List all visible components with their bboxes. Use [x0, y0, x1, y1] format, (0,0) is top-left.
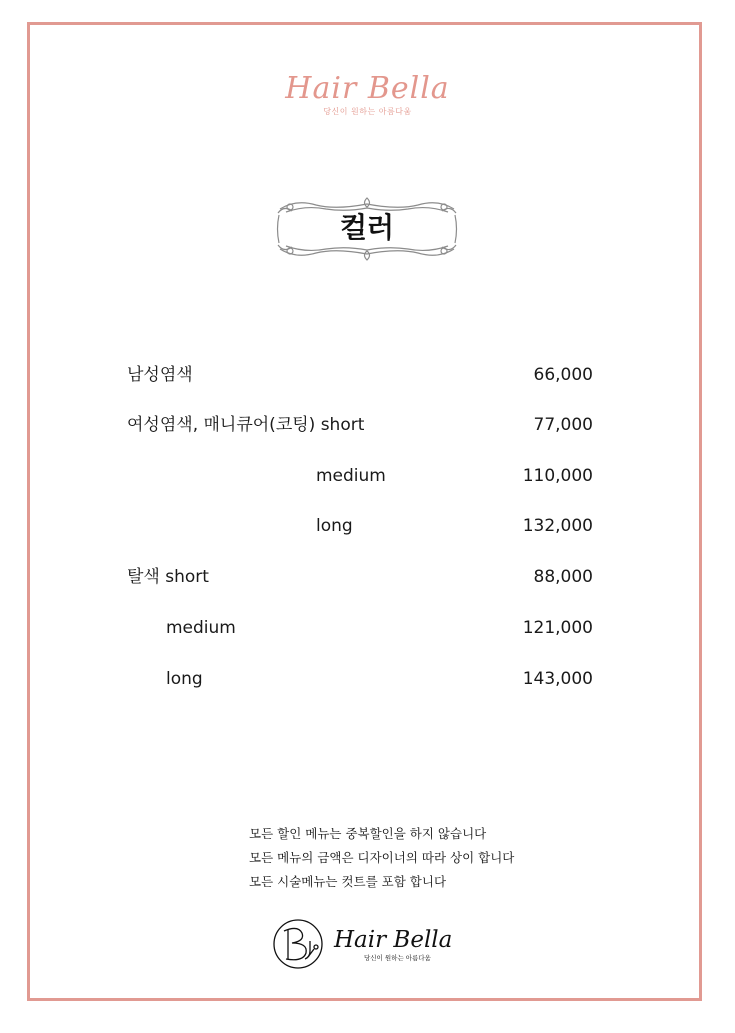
price-row	[127, 666, 593, 692]
price-row-label: 남성염색	[127, 365, 193, 385]
brand-monogram-icon	[272, 917, 326, 971]
notice-line: 모든 메뉴의 금액은 디자이너의 따라 상이 합니다	[249, 850, 515, 865]
price-row-label: medium	[316, 466, 386, 486]
notice-line: 모든 시술메뉴는 컷트를 포함 합니다	[249, 874, 447, 889]
price-row	[127, 513, 593, 539]
footer-brand-text: Hair Bella	[334, 927, 453, 953]
header-brand	[0, 72, 735, 117]
notice-line: 모든 할인 메뉴는 중복할인을 하지 않습니다	[249, 826, 487, 841]
footer-brand-tagline: 당신이 원하는 아름다움	[364, 954, 431, 962]
price-row	[127, 564, 593, 590]
price-row-label: long	[316, 516, 353, 536]
price-row-value: 88,000	[533, 567, 593, 587]
price-row-label: 탈색 short	[127, 567, 209, 587]
price-row-value: 110,000	[522, 466, 593, 486]
section-title-plaque	[276, 195, 458, 263]
price-row-value: 132,000	[522, 516, 593, 536]
price-row	[127, 615, 593, 641]
price-row-value: 66,000	[533, 365, 593, 385]
price-row-value: 121,000	[522, 618, 593, 638]
brand-tagline: 당신이 원하는 아름다움	[323, 107, 412, 116]
notice-list	[249, 822, 569, 894]
price-row	[127, 463, 593, 489]
footer-brand	[272, 917, 472, 977]
price-row-label: 여성염색, 매니큐어(코팅) short	[127, 415, 365, 435]
price-row-value: 77,000	[533, 415, 593, 435]
price-row	[127, 362, 593, 388]
brand-logo-text: Hair Bella	[285, 71, 450, 106]
price-row	[127, 412, 593, 438]
price-row-label: long	[166, 669, 203, 689]
section-title: 컬러	[339, 211, 395, 244]
price-row-value: 143,000	[522, 669, 593, 689]
price-row-label: medium	[166, 618, 236, 638]
